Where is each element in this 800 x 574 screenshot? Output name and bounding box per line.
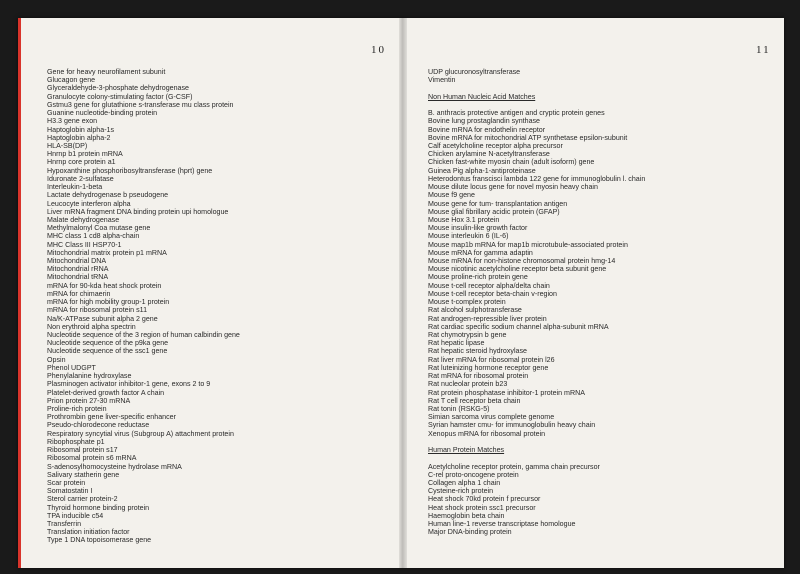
list-item: Gstmu3 gene for glutathione s-transferase mu class protein	[47, 100, 234, 109]
nucleic-acid-match-item: Mouse Hox 3.1 protein	[428, 215, 500, 224]
list-item: Lactate dehydrogenase b pseudogene	[47, 191, 169, 200]
nucleic-acid-match-item: Rat tonin (RSKG-5)	[428, 404, 490, 413]
list-item: MHC Class III HSP70-1	[47, 240, 122, 249]
nucleic-acid-match-item: Mouse t-cell receptor beta-chain v-region	[428, 289, 557, 298]
list-item: UDP glucuronosyltransferase	[428, 68, 521, 76]
list-item: Hnrnp core protein a1	[47, 158, 116, 167]
list-item: Platelet-derived growth factor A chain	[47, 388, 165, 397]
list-item: Mitochondrial rRNA	[47, 265, 109, 274]
list-item: Glyceraldehyde-3-phosphate dehydrogenase	[47, 84, 189, 93]
nucleic-acid-match-item: B. anthracis protective antigen and cryptic protein genes	[428, 109, 605, 118]
nucleic-acid-match-item: Mouse mRNA for non-histone chromosomal protein hmg-14	[428, 257, 616, 266]
list-item: Methylmalonyl Coa mutase gene	[47, 224, 151, 233]
nucleic-acid-match-item: Calf acetylcholine receptor alpha precursor	[428, 141, 563, 150]
list-item: Nucleotide sequence of the p9ka gene	[47, 339, 169, 348]
list-item: Hnrnp b1 protein mRNA	[47, 150, 123, 159]
human-protein-matches-heading: Human Protein Matches	[428, 446, 505, 455]
nucleic-acid-match-item: Rat hepatic lipase	[428, 339, 485, 348]
list-item: MHC class 1 cd8 alpha-chain	[47, 232, 140, 241]
list-item: Na/K-ATPase subunit alpha 2 gene	[47, 314, 158, 323]
nucleic-acid-match-item: Rat androgen-repressible liver protein	[428, 314, 547, 323]
human-protein-match-item: Collagen alpha 1 chain	[428, 478, 501, 487]
list-item: mRNA for 90-kda heat shock protein	[47, 281, 162, 290]
nucleic-acid-match-item: Mouse f9 gene	[428, 191, 475, 200]
list-item: Type 1 DNA topoisomerase gene	[47, 536, 152, 545]
human-protein-match-item: C-rel proto-oncogene protein	[428, 470, 519, 479]
nucleic-acid-match-item: Rat hepatic steroid hydroxylase	[428, 347, 527, 356]
list-item: Prion protein 27-30 mRNA	[47, 396, 131, 405]
list-item: Mitochondrial matrix protein p1 mRNA	[47, 248, 167, 257]
list-item: Mitochondrial DNA	[47, 257, 107, 266]
list-item: Pseudo-chlorodecone reductase	[47, 421, 150, 430]
list-item: Granulocyte colony-stimulating factor (G-CSF)	[47, 92, 193, 101]
nucleic-acid-match-item: Rat nucleolar protein b23	[428, 380, 508, 389]
human-protein-match-item: Haemoglobin beta chain	[428, 511, 505, 520]
list-item: Gene for heavy neurofilament subunit	[47, 68, 166, 76]
nucleic-acid-match-item: Rat alcohol sulphotransferase	[428, 306, 522, 315]
list-item: HLA-SB(DP)	[47, 141, 88, 150]
list-item: mRNA for high mobility group-1 protein	[47, 298, 170, 307]
nucleic-acid-match-item: Rat liver mRNA for ribosomal protein l26	[428, 355, 555, 364]
book-gutter	[399, 18, 407, 568]
list-item: Iduronate 2-sulfatase	[47, 174, 114, 183]
list-item: Hypoxanthine phosphoribosyltransferase (hprt) gene	[47, 166, 213, 175]
list-item: Phenol UDGPT	[47, 363, 96, 372]
human-protein-match-item: Major DNA-binding protein	[428, 528, 512, 537]
page-number-right: 11	[756, 44, 771, 56]
list-item: Plasminogen activator inhibitor-1 gene, exons 2 to 9	[47, 380, 211, 389]
nucleic-acid-match-item: Bovine lung prostaglandin synthase	[428, 117, 541, 126]
list-item: Phenylalanine hydroxylase	[47, 372, 132, 381]
nucleic-acid-match-item: Chicken fast-white myosin chain (adult isoform) gene	[428, 158, 595, 167]
nucleic-acid-match-item: Syrian hamster cmu- for immunoglobulin heavy chain	[428, 421, 596, 430]
human-protein-match-item: Cysteine-rich protein	[428, 487, 494, 496]
list-item: Translation initiation factor	[47, 528, 130, 537]
right-page-list	[428, 68, 645, 536]
list-item: Non erythroid alpha spectrin	[47, 322, 136, 331]
list-item: Respiratory syncytial virus (Subgroup A) attachment protein	[47, 429, 234, 438]
nucleic-acid-match-item: Rat mRNA for ribosomal protein	[428, 372, 529, 381]
human-protein-match-item: Acetylcholine receptor protein, gamma chain precursor	[428, 462, 600, 471]
nucleic-acid-match-item: Mouse map1b mRNA for map1b microtubule-associated protein	[428, 240, 628, 249]
list-item: Haptoglobin alpha-2	[47, 133, 111, 142]
list-item: S-adenosylhomocysteine hydrolase mRNA	[47, 462, 182, 471]
nucleic-acid-match-item: Simian sarcoma virus complete genome	[428, 413, 555, 422]
human-protein-match-item: Heat shock protein ssc1 precursor	[428, 503, 536, 512]
nucleic-acid-match-item: Guinea Pig alpha-1-antiproteinase	[428, 166, 536, 175]
list-item: Leucocyte interferon alpha	[47, 199, 131, 208]
list-item: Ribosomal protein s6 mRNA	[47, 454, 137, 463]
nucleic-acid-match-item: Heterodontus franscisci lambda 122 gene for immunoglobulin l. chain	[428, 174, 646, 183]
nucleic-acid-match-item: Mouse glial fibrillary acidic protein (GFAP)	[428, 207, 560, 216]
list-item: Prothrombin gene liver-specific enhancer	[47, 413, 176, 422]
list-item: mRNA for ribosomal protein s11	[47, 306, 148, 315]
list-item: Nucleotide sequence of the 3 region of human calbindin gene	[47, 331, 240, 339]
list-item: mRNA for chimaerin	[47, 289, 111, 298]
nucleic-acid-match-item: Mouse insulin-like growth factor	[428, 224, 528, 233]
list-item: Nucleotide sequence of the ssc1 gene	[47, 347, 168, 356]
list-item: Glucagon gene	[47, 76, 96, 85]
left-page-list	[47, 68, 240, 545]
nucleic-acid-match-item: Mouse nicotinic acetylcholine receptor beta subunit gene	[428, 265, 607, 274]
list-item: Somatostatin I	[47, 487, 93, 496]
list-item: TPA inducible c54	[47, 511, 104, 520]
human-protein-match-item: Heat shock 70kd protein f precursor	[428, 495, 541, 504]
nucleic-acid-match-item: Xenopus mRNA for ribosomal protein	[428, 429, 546, 438]
nucleic-acid-match-item: Mouse interleukin 6 (IL-6)	[428, 232, 509, 241]
list-item: Liver mRNA fragment DNA binding protein upi homologue	[47, 207, 229, 216]
list-item: H3.3 gene exon	[47, 117, 98, 126]
list-item: Opsin	[47, 355, 66, 364]
list-item: Interleukin-1-beta	[47, 183, 103, 192]
nucleic-acid-match-item: Rat cardiac specific sodium channel alpha-subunit mRNA	[428, 322, 609, 331]
list-item: Salivary statherin gene	[47, 470, 120, 479]
list-item: Mitochondrial tRNA	[47, 273, 109, 282]
nucleic-acid-match-item: Rat luteinizing hormone receptor gene	[428, 363, 549, 372]
nucleic-acid-match-item: Chicken arylamine N-acetyltransferase	[428, 150, 550, 159]
nucleic-acid-match-item: Bovine mRNA for endothelin receptor	[428, 125, 546, 134]
list-item: Sterol carrier protein-2	[47, 495, 118, 504]
nucleic-acid-match-item: Bovine mRNA for mitochondrial ATP synthetase epsilon-subunit	[428, 133, 628, 142]
nucleic-acid-match-item: Rat T cell receptor beta chain	[428, 396, 521, 405]
list-item: Vimentin	[428, 76, 456, 85]
list-item: Proline-rich protein	[47, 404, 107, 413]
nucleic-acid-match-item: Rat protein phosphatase inhibitor-1 protein mRNA	[428, 388, 585, 397]
nucleic-acid-match-item: Mouse dilute locus gene for novel myosin heavy chain	[428, 183, 598, 192]
list-item: Ribophosphate p1	[47, 437, 105, 446]
list-item: Guanine nucleotide-binding protein	[47, 109, 158, 118]
nucleic-acid-match-item: Mouse t-cell receptor alpha/delta chain	[428, 281, 550, 290]
list-item: Malate dehydrogenase	[47, 215, 120, 224]
human-protein-match-item: Human line-1 reverse transcriptase homologue	[428, 520, 576, 529]
nucleic-acid-match-item: Mouse mRNA for gamma adaptin	[428, 248, 533, 257]
list-item: Ribosomal protein s17	[47, 446, 118, 455]
nucleic-acid-matches-heading: Non Human Nucleic Acid Matches	[428, 92, 536, 101]
nucleic-acid-match-item: Rat chymotrypsin b gene	[428, 331, 507, 339]
nucleic-acid-match-item: Mouse t-complex protein	[428, 298, 506, 307]
list-item: Haptoglobin alpha-1s	[47, 125, 115, 134]
page-number-left: 10	[371, 44, 386, 56]
nucleic-acid-match-item: Mouse gene for tum- transplantation antigen	[428, 199, 568, 208]
nucleic-acid-match-item: Mouse proline-rich protein gene	[428, 273, 528, 282]
list-item: Thyroid hormone binding protein	[47, 503, 150, 512]
list-item: Scar protein	[47, 478, 86, 487]
red-page-edge	[18, 18, 21, 568]
list-item: Transferrin	[47, 520, 82, 529]
